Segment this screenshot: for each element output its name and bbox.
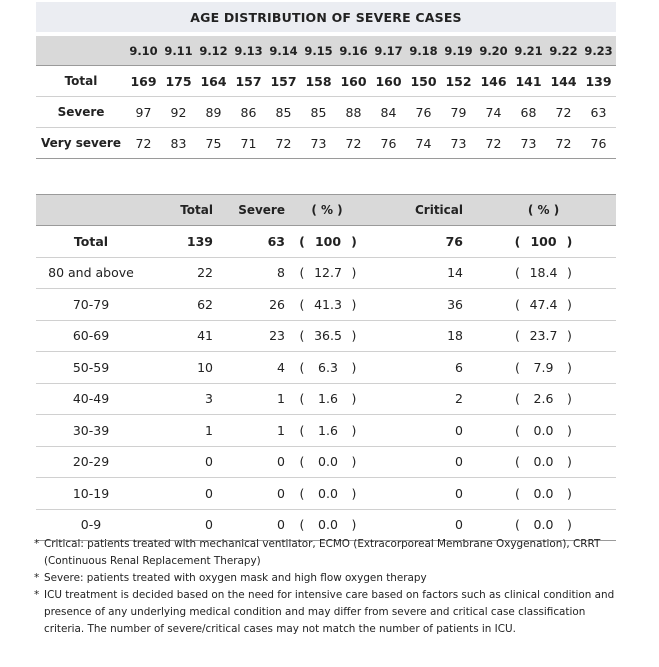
percent-group — [293, 391, 363, 406]
paren-open: ( — [515, 422, 520, 438]
severe-value: 1 — [221, 383, 293, 415]
daily-value: 85 — [266, 97, 301, 128]
age-row — [36, 415, 616, 447]
footnote-marker: * — [34, 538, 40, 550]
daily-value: 152 — [441, 66, 476, 97]
row-label: Very severe — [36, 128, 126, 159]
percent-cell — [471, 289, 616, 321]
percent-cell — [471, 415, 616, 447]
header-severe: Severe — [221, 195, 293, 226]
percent-value: 0.0 — [533, 454, 554, 470]
header-total: Total — [146, 195, 221, 226]
paren-close: ) — [351, 454, 357, 470]
daily-value: 158 — [301, 66, 336, 97]
percent-group — [509, 486, 579, 501]
paren-open: ( — [299, 296, 305, 312]
total-value: 22 — [146, 257, 221, 289]
percent-value: 7.9 — [533, 359, 554, 375]
percent-group — [509, 423, 579, 438]
daily-value: 164 — [196, 66, 231, 97]
daily-value: 160 — [336, 66, 371, 97]
daily-value: 74 — [406, 128, 441, 159]
critical-value: 0 — [361, 415, 471, 447]
critical-value: 18 — [361, 320, 471, 352]
paren-open: ( — [515, 391, 520, 407]
daily-value: 72 — [546, 128, 581, 159]
critical-value: 6 — [361, 352, 471, 384]
daily-value: 89 — [196, 97, 231, 128]
daily-value: 74 — [476, 97, 511, 128]
percent-value: 100 — [314, 233, 342, 249]
paren-close: ) — [567, 328, 572, 344]
daily-value: 73 — [301, 128, 336, 159]
percent-cell — [293, 320, 361, 352]
daily-value: 63 — [581, 97, 616, 128]
daily-value: 88 — [336, 97, 371, 128]
percent-value: 47.4 — [529, 296, 558, 312]
age-group-label: 30-39 — [36, 415, 146, 447]
paren-close: ) — [567, 517, 572, 533]
age-header-row — [36, 195, 616, 226]
percent-group — [293, 265, 363, 280]
daily-value: 85 — [301, 97, 336, 128]
header-blank — [36, 195, 146, 226]
percent-cell — [471, 446, 616, 478]
severe-value: 63 — [221, 226, 293, 258]
critical-value: 76 — [361, 226, 471, 258]
paren-open: ( — [299, 233, 305, 249]
page-title: AGE DISTRIBUTION OF SEVERE CASES — [36, 2, 616, 32]
date-header: 9.17 — [371, 36, 406, 66]
paren-close: ) — [351, 485, 357, 501]
footnote-marker: * — [34, 589, 40, 601]
paren-open: ( — [299, 328, 305, 344]
paren-open: ( — [299, 454, 305, 470]
header-critical: Critical — [361, 195, 471, 226]
severe-value: 23 — [221, 320, 293, 352]
daily-cases-table — [36, 36, 616, 159]
date-header: 9.14 — [266, 36, 301, 66]
date-header: 9.23 — [581, 36, 616, 66]
daily-value: 160 — [371, 66, 406, 97]
daily-value: 72 — [336, 128, 371, 159]
percent-cell — [293, 226, 361, 258]
percent-cell — [471, 226, 616, 258]
percent-value: 0.0 — [533, 422, 554, 438]
daily-value: 76 — [581, 128, 616, 159]
age-group-label: 20-29 — [36, 446, 146, 478]
paren-close: ) — [351, 265, 357, 281]
critical-value: 0 — [361, 509, 471, 541]
age-row — [36, 320, 616, 352]
total-value: 10 — [146, 352, 221, 384]
severe-value: 26 — [221, 289, 293, 321]
daily-row — [36, 128, 616, 159]
total-value: 62 — [146, 289, 221, 321]
header-critical-pct: ( % ) — [471, 195, 616, 226]
paren-open: ( — [515, 454, 520, 470]
percent-cell — [471, 257, 616, 289]
total-value: 0 — [146, 509, 221, 541]
daily-row — [36, 97, 616, 128]
age-group-label: 50-59 — [36, 352, 146, 384]
daily-value: 175 — [161, 66, 196, 97]
paren-open: ( — [299, 265, 305, 281]
percent-group — [293, 517, 363, 532]
paren-open: ( — [299, 422, 305, 438]
age-group-label: 60-69 — [36, 320, 146, 352]
percent-cell — [293, 478, 361, 510]
row-label: Severe — [36, 97, 126, 128]
paren-close: ) — [351, 391, 357, 407]
percent-value: 0.0 — [318, 454, 338, 470]
daily-value: 76 — [406, 97, 441, 128]
paren-close: ) — [351, 517, 357, 533]
date-header: 9.12 — [196, 36, 231, 66]
percent-group — [293, 328, 363, 343]
percent-value: 23.7 — [529, 328, 558, 344]
paren-close: ) — [567, 265, 572, 281]
paren-close: ) — [351, 328, 357, 344]
date-header: 9.11 — [161, 36, 196, 66]
age-group-label: 0-9 — [36, 509, 146, 541]
daily-value: 97 — [126, 97, 161, 128]
date-header-row — [36, 36, 616, 66]
paren-open: ( — [299, 517, 305, 533]
date-header: 9.19 — [441, 36, 476, 66]
percent-group — [509, 391, 579, 406]
severe-value: 0 — [221, 509, 293, 541]
paren-close: ) — [567, 391, 572, 407]
percent-cell — [293, 257, 361, 289]
percent-group — [293, 486, 363, 501]
footnote-text: Severe: patients treated with oxygen mask and high flow oxygen therapy — [44, 572, 427, 584]
paren-open: ( — [515, 265, 520, 281]
age-group-label: Total — [36, 226, 146, 258]
total-value: 41 — [146, 320, 221, 352]
daily-value: 144 — [546, 66, 581, 97]
paren-close: ) — [351, 296, 357, 312]
daily-value: 72 — [476, 128, 511, 159]
percent-value: 0.0 — [318, 517, 338, 533]
percent-cell — [293, 352, 361, 384]
total-value: 1 — [146, 415, 221, 447]
paren-close: ) — [351, 422, 357, 438]
age-distribution-table — [36, 194, 616, 541]
total-value: 3 — [146, 383, 221, 415]
header-blank — [36, 36, 126, 66]
date-header: 9.16 — [336, 36, 371, 66]
percent-value: 12.7 — [314, 265, 342, 281]
percent-cell — [293, 383, 361, 415]
percent-value: 2.6 — [533, 391, 554, 407]
daily-value: 72 — [546, 97, 581, 128]
percent-cell — [471, 383, 616, 415]
age-row — [36, 226, 616, 258]
age-row — [36, 478, 616, 510]
percent-value: 18.4 — [529, 265, 558, 281]
critical-value: 0 — [361, 478, 471, 510]
severe-value: 0 — [221, 478, 293, 510]
footnote-text: ICU treatment is decided based on the need for intensive care based on factors such as clinical condition and presence of any underlying medical condition and may differ from severe and critical case classification criteria. The number of severe/critical cases may not match the number of patients in ICU. — [44, 589, 615, 635]
percent-value: 0.0 — [533, 485, 554, 501]
severe-value: 4 — [221, 352, 293, 384]
footnote-marker: * — [34, 572, 40, 584]
percent-group — [509, 517, 579, 532]
critical-value: 2 — [361, 383, 471, 415]
paren-close: ) — [351, 233, 357, 249]
percent-cell — [293, 446, 361, 478]
daily-value: 72 — [126, 128, 161, 159]
paren-open: ( — [514, 233, 521, 249]
footnotes — [34, 536, 626, 638]
total-value: 139 — [146, 226, 221, 258]
severe-value: 8 — [221, 257, 293, 289]
daily-value: 141 — [511, 66, 546, 97]
daily-value: 157 — [266, 66, 301, 97]
paren-open: ( — [515, 485, 520, 501]
percent-group — [293, 423, 363, 438]
critical-value: 36 — [361, 289, 471, 321]
percent-value: 41.3 — [314, 296, 342, 312]
daily-value: 157 — [231, 66, 266, 97]
percent-group — [509, 297, 579, 312]
daily-row — [36, 66, 616, 97]
critical-value: 14 — [361, 257, 471, 289]
age-row — [36, 289, 616, 321]
age-row — [36, 446, 616, 478]
paren-open: ( — [515, 517, 520, 533]
daily-value: 72 — [266, 128, 301, 159]
paren-close: ) — [567, 422, 572, 438]
percent-group — [293, 454, 363, 469]
footnote — [34, 570, 626, 587]
daily-value: 139 — [581, 66, 616, 97]
row-label: Total — [36, 66, 126, 97]
paren-close: ) — [567, 454, 572, 470]
paren-open: ( — [299, 359, 305, 375]
footnote — [34, 587, 626, 638]
severe-value: 1 — [221, 415, 293, 447]
age-row — [36, 352, 616, 384]
date-header: 9.22 — [546, 36, 581, 66]
percent-cell — [471, 320, 616, 352]
paren-open: ( — [515, 359, 520, 375]
total-value: 0 — [146, 478, 221, 510]
percent-group — [509, 234, 579, 249]
daily-value: 92 — [161, 97, 196, 128]
paren-open: ( — [515, 328, 520, 344]
daily-value: 68 — [511, 97, 546, 128]
paren-close: ) — [567, 296, 572, 312]
daily-value: 83 — [161, 128, 196, 159]
age-group-label: 70-79 — [36, 289, 146, 321]
age-row — [36, 383, 616, 415]
percent-value: 0.0 — [318, 485, 338, 501]
daily-value: 84 — [371, 97, 406, 128]
daily-value: 150 — [406, 66, 441, 97]
daily-value: 71 — [231, 128, 266, 159]
percent-group — [293, 297, 363, 312]
percent-cell — [293, 415, 361, 447]
daily-value: 86 — [231, 97, 266, 128]
percent-group — [509, 360, 579, 375]
paren-close: ) — [351, 359, 357, 375]
percent-cell — [471, 352, 616, 384]
header-severe-pct: ( % ) — [293, 195, 361, 226]
percent-group — [293, 234, 363, 249]
paren-close: ) — [567, 485, 572, 501]
critical-value: 0 — [361, 446, 471, 478]
date-header: 9.13 — [231, 36, 266, 66]
percent-group — [509, 328, 579, 343]
footnote-text: Critical: patients treated with mechanical ventilator, ECMO (Extracorporeal Membrane Oxygenation), CRRT (Continuous Renal Replacement Therapy) — [44, 538, 601, 567]
daily-value: 79 — [441, 97, 476, 128]
percent-cell — [293, 289, 361, 321]
date-header: 9.18 — [406, 36, 441, 66]
paren-open: ( — [515, 296, 520, 312]
percent-value: 0.0 — [533, 517, 554, 533]
daily-value: 73 — [511, 128, 546, 159]
paren-close: ) — [566, 233, 573, 249]
date-header: 9.20 — [476, 36, 511, 66]
percent-group — [293, 360, 363, 375]
age-group-label: 10-19 — [36, 478, 146, 510]
daily-value: 73 — [441, 128, 476, 159]
severe-value: 0 — [221, 446, 293, 478]
percent-value: 100 — [530, 233, 557, 249]
daily-value: 169 — [126, 66, 161, 97]
percent-value: 36.5 — [314, 328, 342, 344]
paren-open: ( — [299, 485, 305, 501]
date-header: 9.10 — [126, 36, 161, 66]
percent-cell — [471, 478, 616, 510]
percent-value: 1.6 — [318, 422, 338, 438]
date-header: 9.15 — [301, 36, 336, 66]
footnote — [34, 536, 626, 570]
age-group-label: 80 and above — [36, 257, 146, 289]
age-row — [36, 257, 616, 289]
daily-value: 76 — [371, 128, 406, 159]
percent-group — [509, 454, 579, 469]
paren-open: ( — [299, 391, 305, 407]
total-value: 0 — [146, 446, 221, 478]
age-group-label: 40-49 — [36, 383, 146, 415]
date-header: 9.21 — [511, 36, 546, 66]
paren-close: ) — [567, 359, 572, 375]
percent-value: 6.3 — [318, 359, 338, 375]
daily-value: 146 — [476, 66, 511, 97]
percent-group — [509, 265, 579, 280]
daily-value: 75 — [196, 128, 231, 159]
percent-value: 1.6 — [318, 391, 338, 407]
